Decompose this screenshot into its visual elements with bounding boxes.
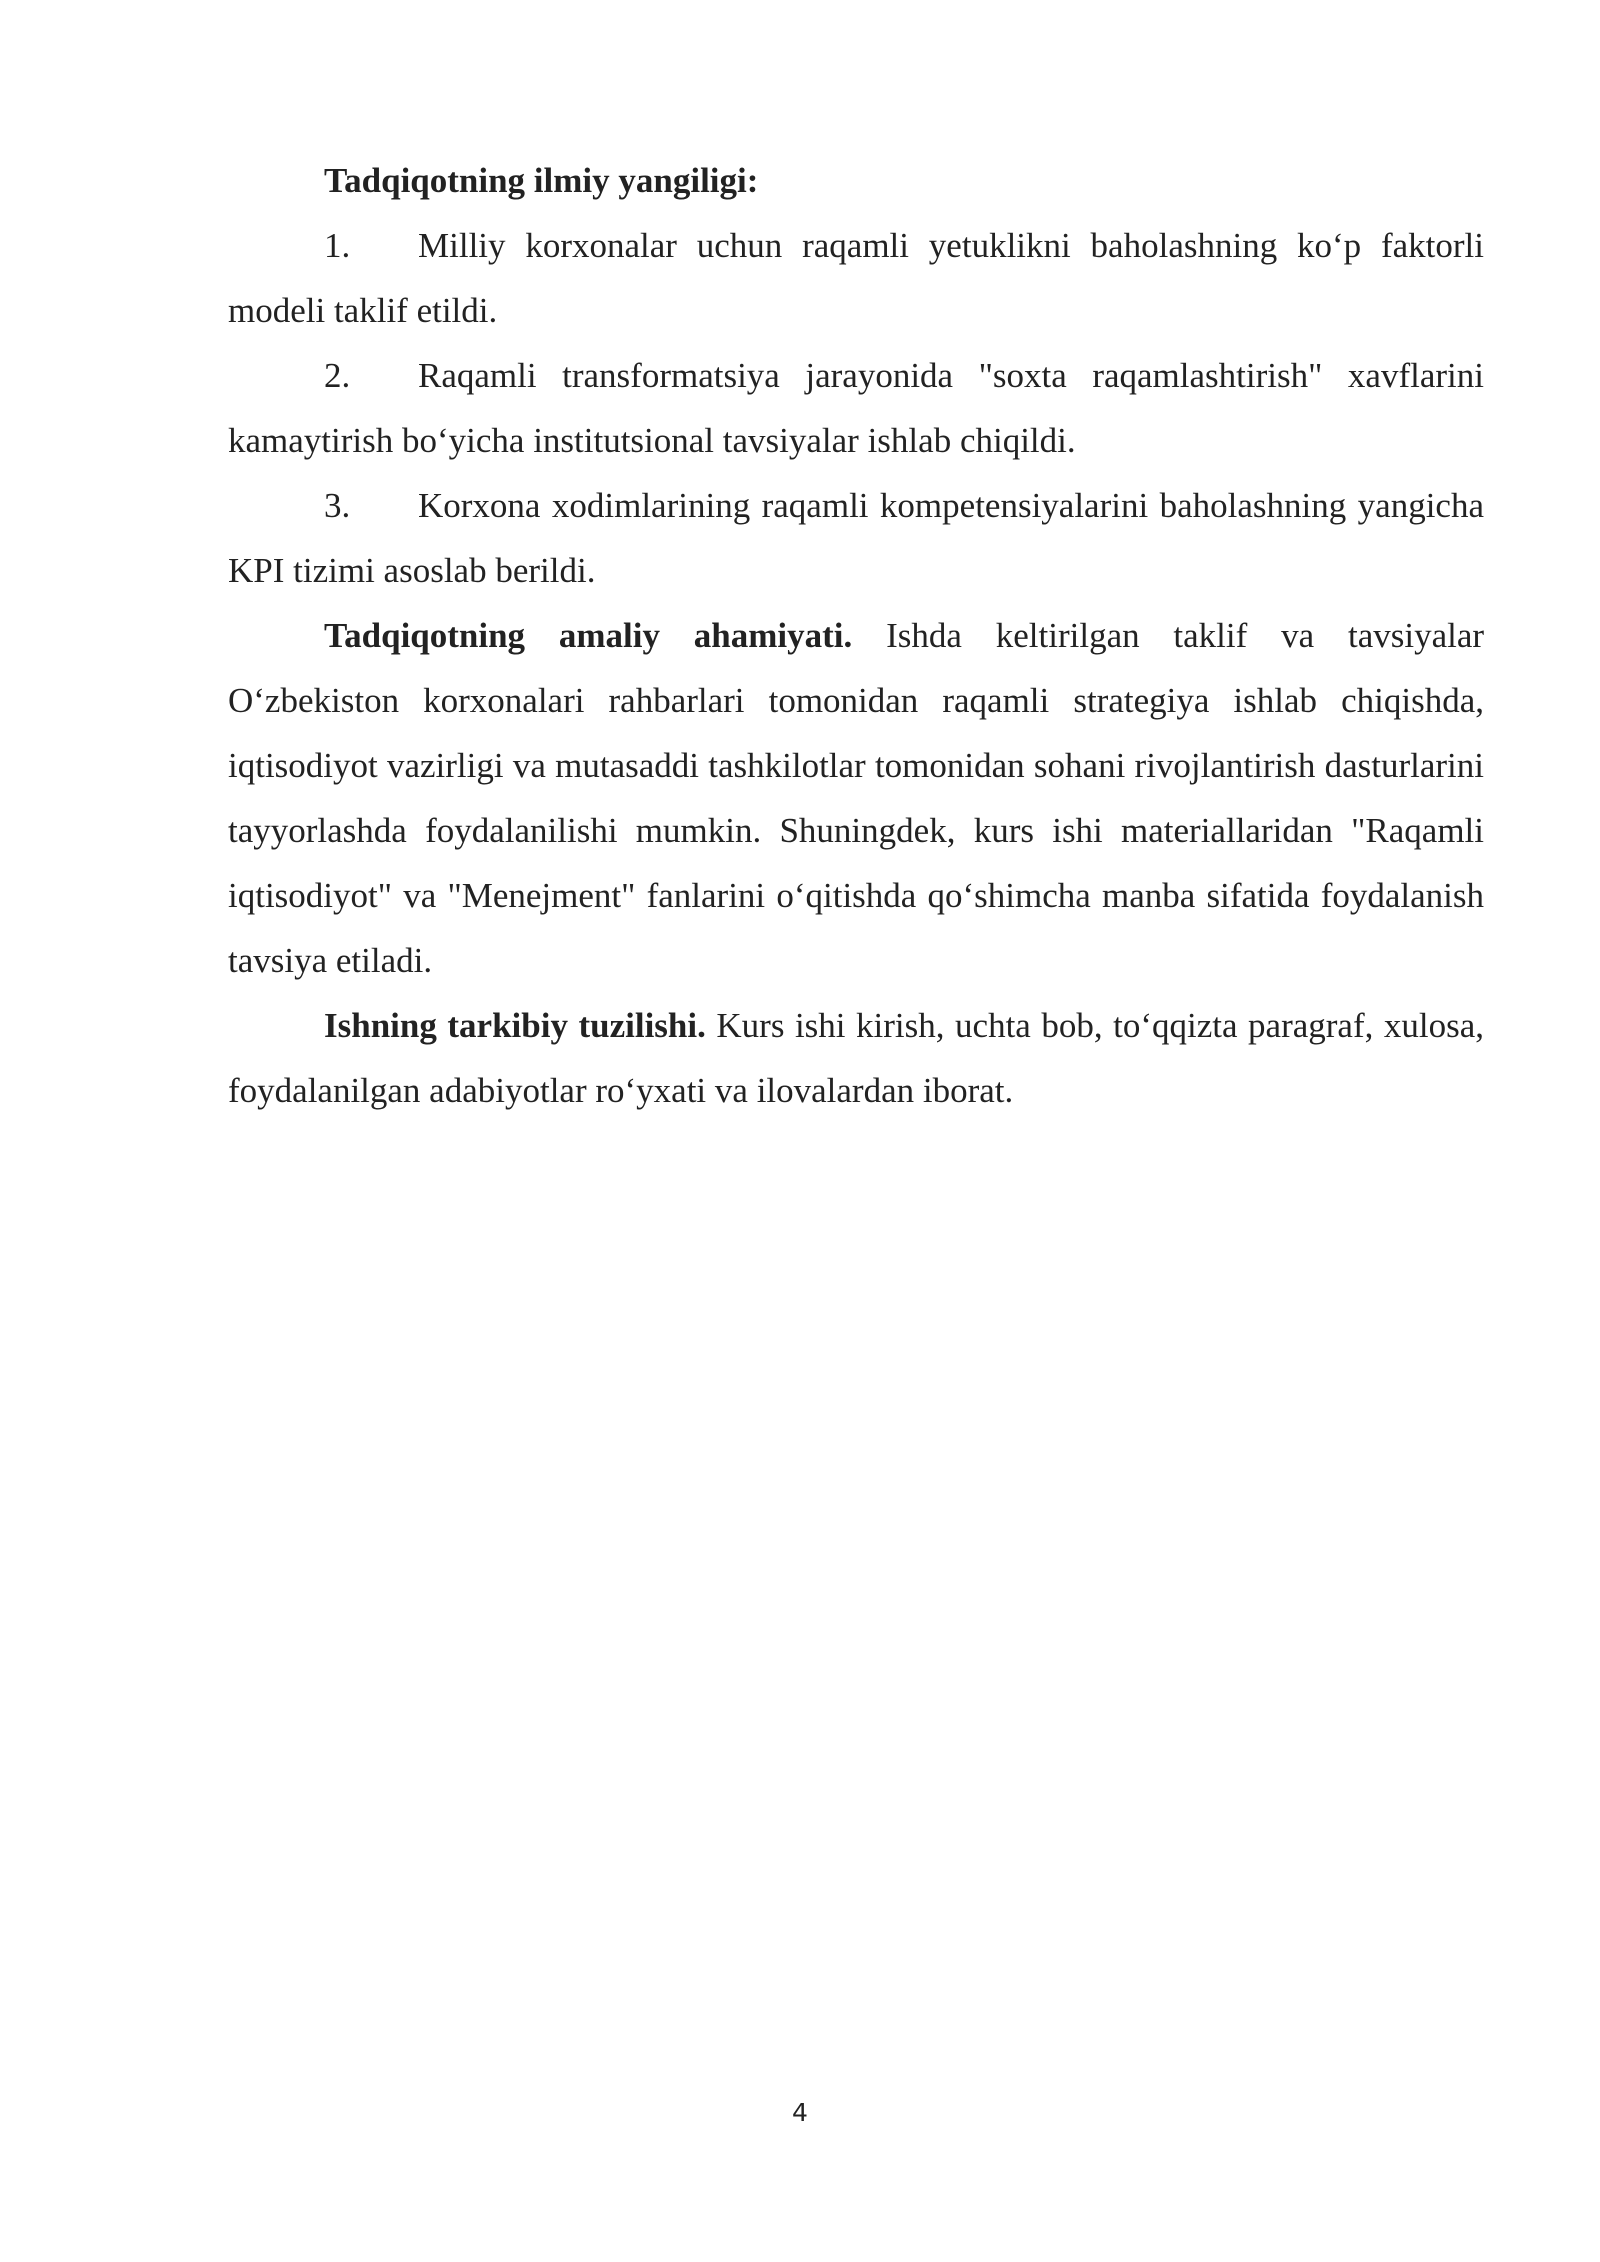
structure-text: Kurs ishi kirish, uchta bob, to‘qqizta paragraf, xulosa, foydalanilgan adabiyotlar ro‘yxati va ilovalardan iborat. (228, 1006, 1485, 1110)
practical-significance-text: Ishda keltirilgan taklif va tavsiyalar O‘zbekiston korxonalari rahbarlari tomonidan raqamli strategiya ishlab chiqishda, iqtisodiyot vazirligi va mutasaddi tashkilotlar tomonidan sohani rivojlantirish dasturlarini tayyorlashda foydalanilishi mumkin. Shuningdek, kurs ishi materiallaridan "Raqamli iqtisodiyot" va "Menejment" fanlarini o‘qitishda qo‘shimcha manba sifatida foydalanish tavsiya etiladi. (228, 616, 1485, 980)
list-item-1 (228, 213, 1484, 343)
list-item-number: 3. (324, 486, 351, 525)
list-item-2 (228, 343, 1484, 473)
list-item-text: Raqamli transformatsiya jarayonida "soxta raqamlashtirish" xavflarini kamaytirish bo‘yicha institutsional tavsiyalar ishlab chiqildi. (228, 356, 1484, 460)
structure-paragraph (228, 993, 1484, 1123)
list-item-text: Korxona xodimlarining raqamli kompetensiyalarini baholashning yangicha KPI tizimi asoslab berildi. (228, 486, 1484, 590)
practical-significance-label: Tadqiqotning amaliy ahamiyati. (324, 616, 853, 655)
section-heading: Tadqiqotning ilmiy yangiligi: (324, 161, 759, 200)
page-number: 4 (792, 2098, 808, 2127)
list-item-number: 2. (324, 356, 351, 395)
structure-label: Ishning tarkibiy tuzilishi. (324, 1006, 706, 1045)
list-item-3 (228, 473, 1484, 603)
list-item-text: Milliy korxonalar uchun raqamli yetuklikni baholashning ko‘p faktorli modeli taklif etildi. (228, 226, 1484, 330)
list-item-number: 1. (324, 226, 351, 265)
document-body (228, 148, 1484, 1123)
practical-significance-paragraph (228, 603, 1484, 993)
